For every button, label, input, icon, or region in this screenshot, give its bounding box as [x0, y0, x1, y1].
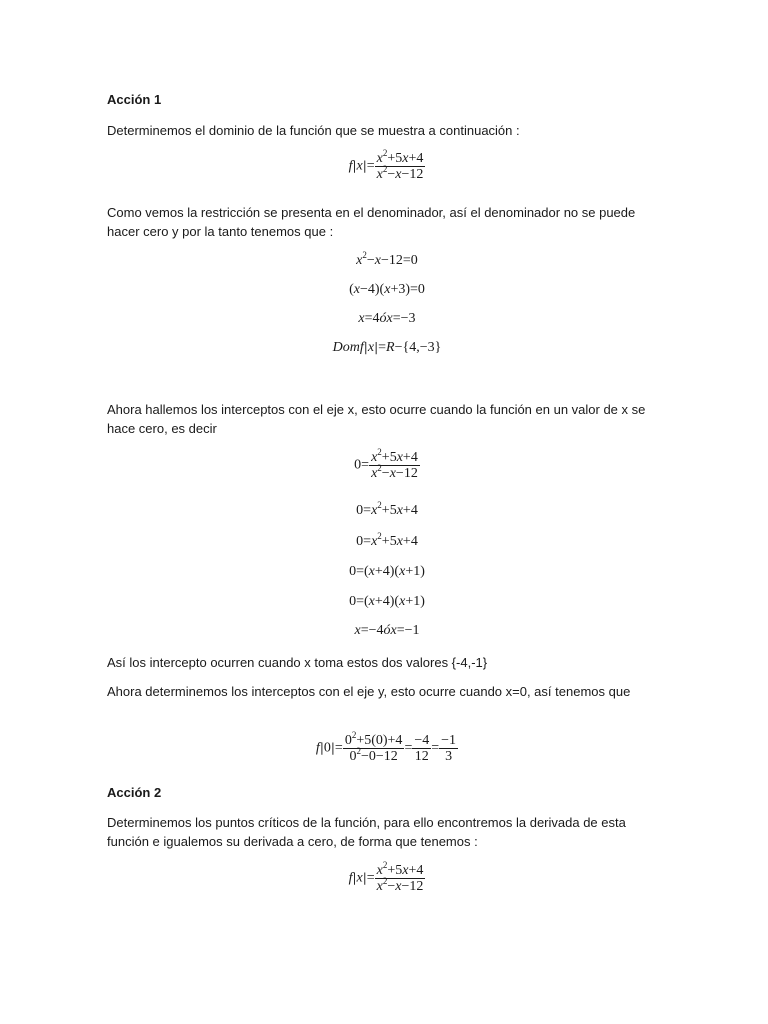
restriction-paragraph: Como vemos la restricción se presenta en el denominador, así el denominador no se puede hacer cero y por la tanto tenemos que : — [107, 205, 636, 239]
x-intercepts-paragraph: Ahora hallemos los interceptos con el eje x, esto ocurre cuando la función en un valor de x se hace cero, es decir — [107, 402, 646, 436]
section-heading-accion-1: Acción 1 — [107, 92, 162, 107]
critical-points-paragraph: Determinemos los puntos críticos de la función, para ello encontremos la derivada de esta función e igualemos su derivada a cero, de forma que tenemos : — [107, 815, 626, 849]
function-equation-2: f|x|= $\frac{x^2+5x+4}{x^2-x-12}$ — [348, 860, 424, 894]
x-roots-equation: x=−4óx=−1 — [354, 623, 420, 638]
section-heading-accion-2: Acción 2 — [107, 785, 162, 800]
y-intercepts-paragraph: Ahora determinemos los interceptos con el eje y, esto ocurre cuando x=0, así tenemos que — [107, 684, 631, 699]
zero-factored-equation-1: 0=(x+4)(x+1) — [349, 564, 425, 579]
zero-numerator-equation-2: $0=x^2+5x+4$ — [356, 531, 418, 549]
intercepts-values-paragraph: Así los intercepto ocurren cuando x toma estos dos valores {-4,-1} — [107, 655, 488, 670]
zero-factored-equation-2: 0=(x+4)(x+1) — [349, 594, 425, 609]
domain-intro-paragraph: Determinemos el dominio de la función que se muestra a continuación : — [107, 123, 520, 138]
factored-denominator-equation: (x−4)(x+3)=0 — [349, 282, 425, 297]
denominator-equation: $x^2-x-12=0$ — [356, 250, 418, 268]
function-equation: f|x|= $\frac{x^2+5x+4}{x^2-x-12}$ — [348, 148, 424, 182]
denominator-roots-equation: x=4óx=−3 — [358, 311, 416, 326]
zero-numerator-equation-1: $0=x^2+5x+4$ — [356, 500, 418, 518]
zero-fraction-equation: 0= $\frac{x^2+5x+4}{x^2-x-12}$ — [354, 447, 418, 481]
f-of-zero-equation: f|0|= $\frac{0^2+5(0)+4}{0^2-0-12}$ = $\frac{-4}{12}$ = $\frac{-1}{3}$ — [315, 730, 457, 764]
domain-equation: Domf|x|=R−{4,−3} — [332, 340, 442, 355]
